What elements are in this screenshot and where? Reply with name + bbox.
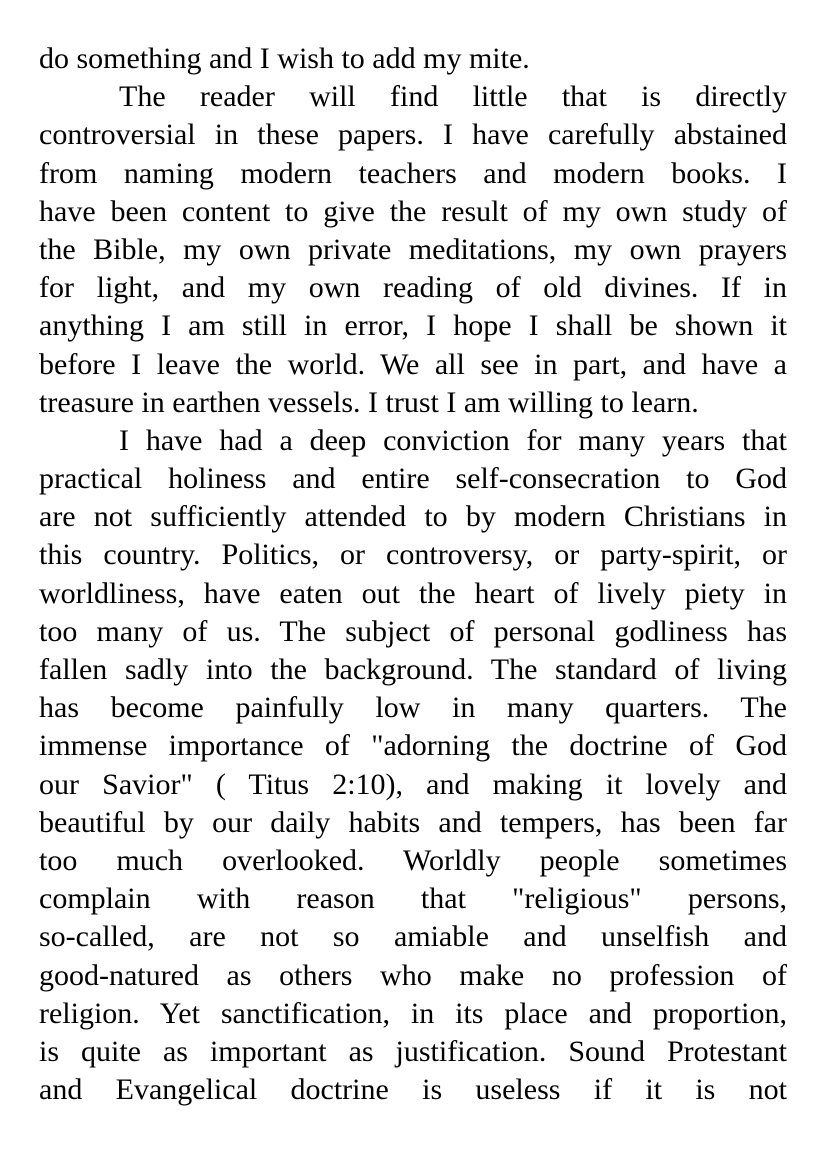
text-line: the Bible, my own private meditations, my own prayers	[39, 232, 787, 266]
text-line: too much overlooked. Worldly people sometimes	[39, 843, 787, 877]
text-line: The reader will find little that is directly	[119, 80, 787, 114]
text-line: are not sufficiently attended to by modern Christians in	[39, 500, 787, 534]
text-line: for light, and my own reading of old divines. If in	[39, 271, 787, 305]
text-line: immense importance of "adorning the doctrine of God	[39, 729, 787, 763]
text-line: anything I am still in error, I hope I shall be shown it	[39, 309, 787, 343]
text-line: do something and I wish to add my mite.	[39, 42, 530, 75]
text-line: this country. Politics, or controversy, or party-spirit, or	[39, 538, 787, 572]
text-line: is quite as important as justification. Sound Protestant	[39, 1034, 787, 1068]
text-line: has become painfully low in many quarters. The	[39, 691, 787, 725]
text-line: I have had a deep conviction for many years that	[119, 423, 787, 457]
text-line: fallen sadly into the background. The standard of living	[39, 653, 787, 686]
text-line: good-natured as others who make no profession of	[39, 958, 787, 992]
text-line: worldliness, have eaten out the heart of lively piety in	[39, 576, 787, 610]
text-line: our Savior" ( Titus 2:10), and making it lovely and	[39, 767, 787, 801]
text-line: treasure in earthen vessels. I trust I am willing to learn.	[39, 385, 699, 419]
text-line: controversial in these papers. I have carefully abstained	[39, 118, 787, 152]
body-text	[39, 40, 787, 1109]
text-line: religion. Yet sanctification, in its place and proportion,	[39, 996, 787, 1030]
text-line: so-called, are not so amiable and unselfish and	[39, 920, 787, 954]
text-line: have been content to give the result of my own study of	[39, 194, 787, 228]
text-line: from naming modern teachers and modern books. I	[39, 156, 787, 190]
text-line: beautiful by our daily habits and tempers, has been far	[39, 805, 787, 839]
text-line: too many of us. The subject of personal godliness has	[39, 614, 787, 648]
text-line: practical holiness and entire self-consecration to God	[39, 462, 787, 496]
text-line: and Evangelical doctrine is useless if it is not	[39, 1073, 787, 1107]
text-line: before I leave the world. We all see in part, and have a	[39, 347, 787, 381]
text-line: complain with reason that "religious" persons,	[39, 882, 787, 916]
